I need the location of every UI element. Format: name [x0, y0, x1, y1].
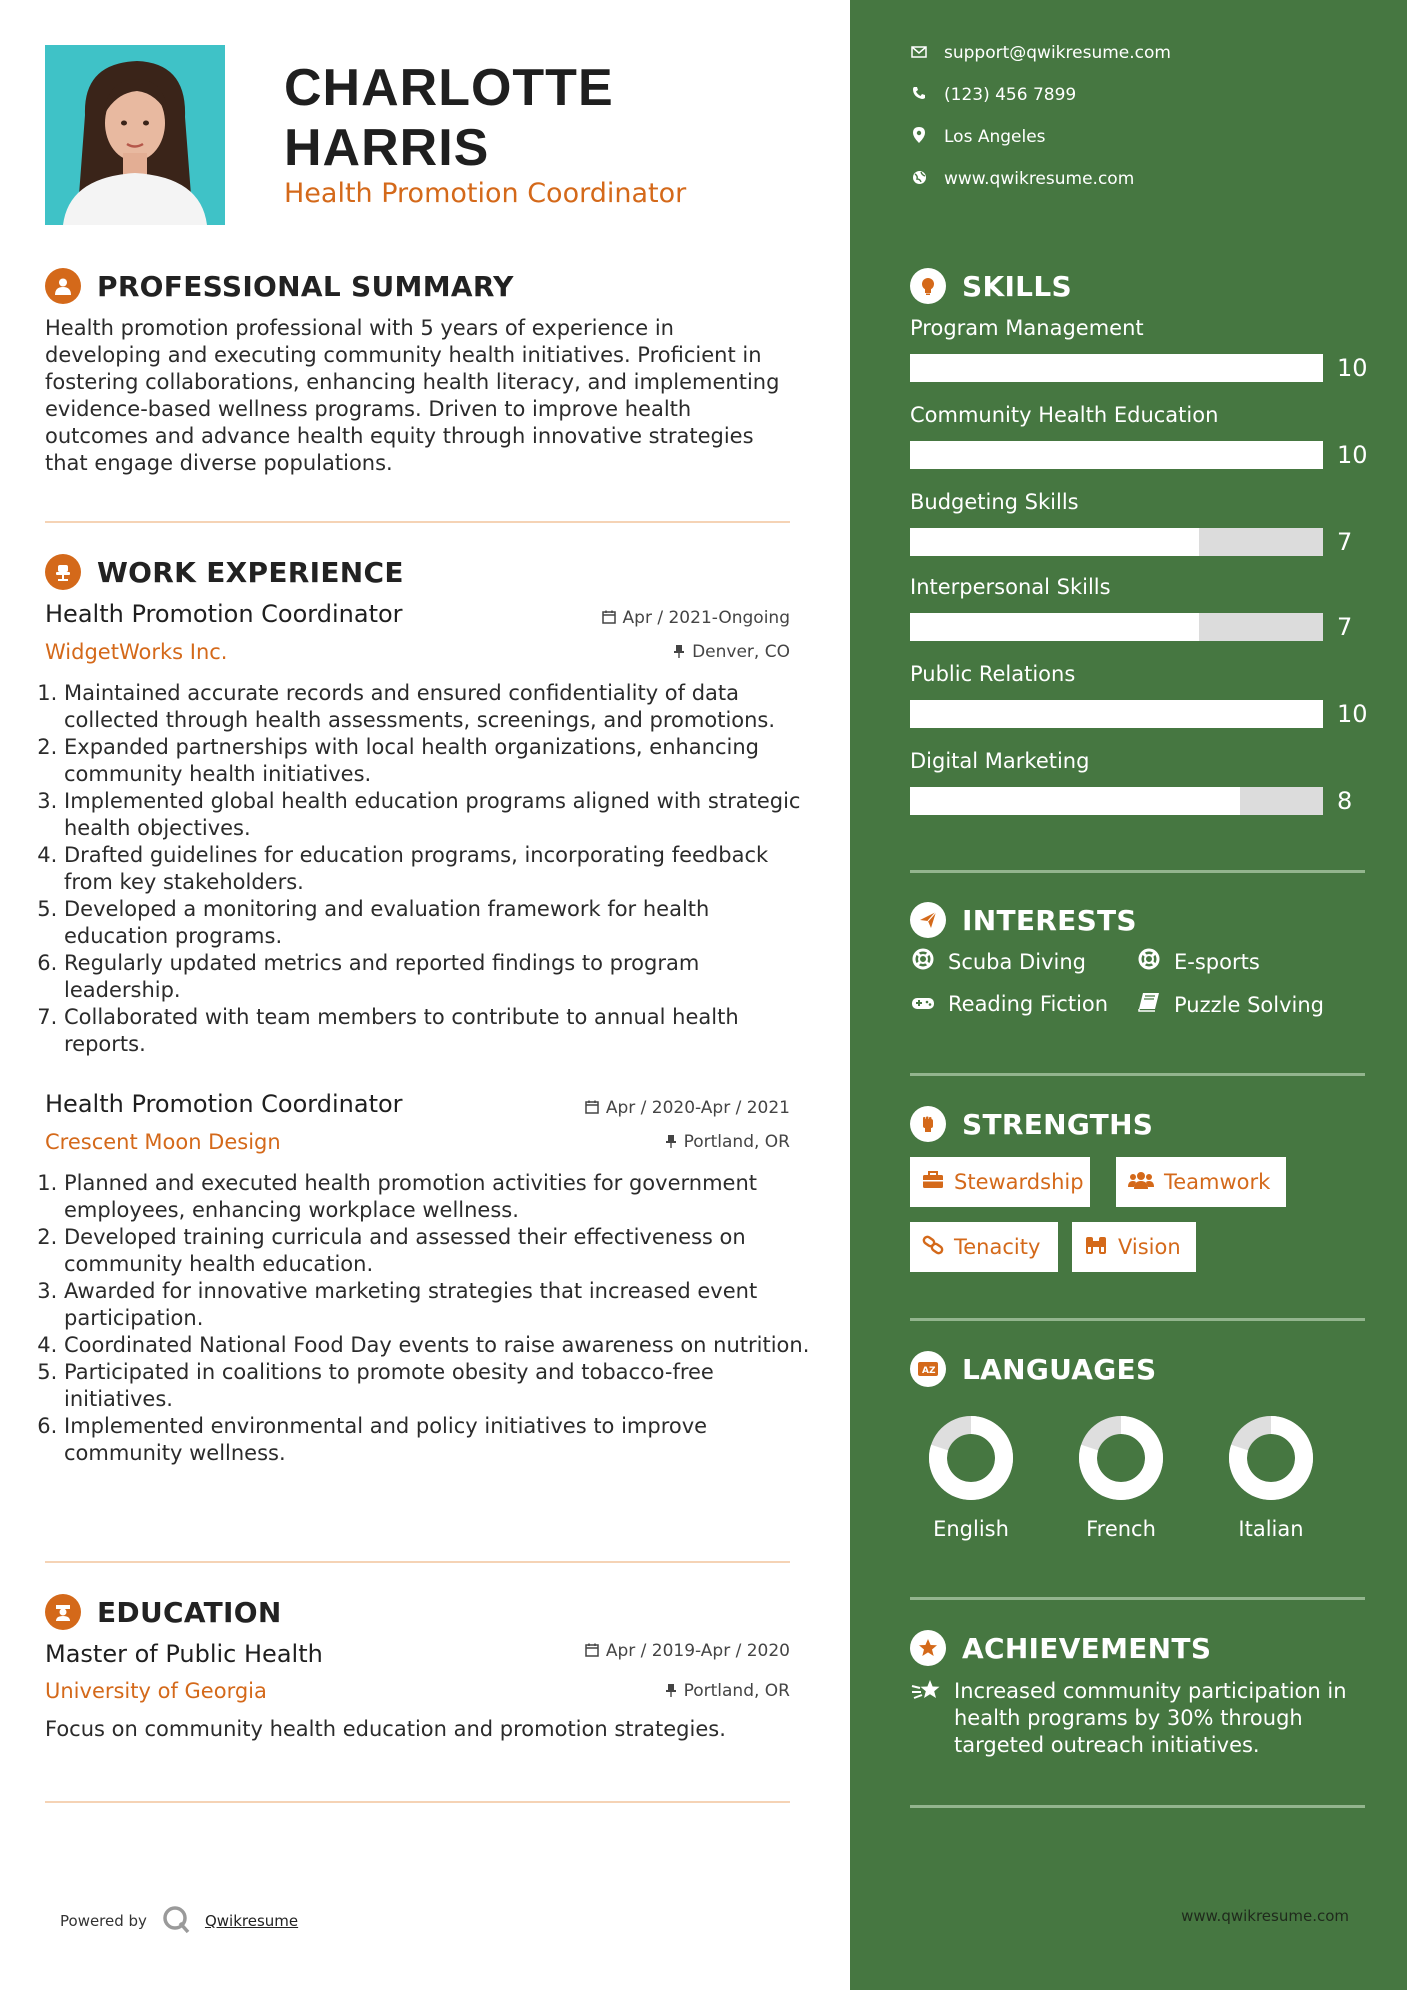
- skill-value: 10: [1337, 700, 1368, 728]
- skill-bar: [910, 613, 1323, 641]
- svg-text:A: A: [922, 1366, 929, 1376]
- skill-label: Community Health Education: [910, 403, 1219, 427]
- job-dates: [585, 1098, 790, 1118]
- strength-label: Stewardship: [954, 1170, 1084, 1194]
- lightbulb-icon: [910, 268, 946, 304]
- section-divider: [45, 521, 790, 523]
- list-item: 6. Implemented environmental and policy initiatives to improve community wellness.: [64, 1413, 816, 1467]
- skill-bar: [910, 354, 1323, 382]
- contact-website[interactable]: [910, 169, 1134, 189]
- section-divider: [910, 870, 1365, 873]
- skill-bar-fill: [910, 528, 1199, 556]
- skill-value: 8: [1337, 787, 1353, 815]
- skill-label: Digital Marketing: [910, 749, 1090, 773]
- skill-value: 7: [1337, 613, 1353, 641]
- section-divider: [910, 1073, 1365, 1076]
- list-item: 1. Planned and executed health promotion activities for government employees, enhancing workplace wellness.: [64, 1170, 816, 1224]
- language-ring: [906, 1410, 1036, 1510]
- strength-chip: [910, 1157, 1090, 1207]
- candidate-name: [284, 58, 614, 178]
- language-donut: [1206, 1410, 1336, 1506]
- achievement-text: Increased community participation in health programs by 30% through targeted outreach initiatives.: [954, 1679, 1347, 1757]
- phone-icon: [910, 86, 928, 104]
- section-divider: [45, 1561, 790, 1563]
- strength-label: Teamwork: [1164, 1170, 1271, 1194]
- skill-value: 10: [1337, 354, 1368, 382]
- paper-plane-icon: [910, 902, 946, 938]
- list-item: 5. Developed a monitoring and evaluation framework for health education programs.: [64, 896, 816, 950]
- list-item: 2. Expanded partnerships with local health organizations, enhancing community health initiatives.: [64, 734, 816, 788]
- summary-title: PROFESSIONAL SUMMARY: [97, 269, 514, 303]
- lifebuoy-icon: [910, 948, 936, 975]
- education-dates-text: Apr / 2019-Apr / 2020: [605, 1641, 790, 1661]
- strengths-heading: [910, 1106, 1153, 1142]
- list-item: 5. Participated in coalitions to promote obesity and tobacco-free initiatives.: [64, 1359, 816, 1413]
- skill-bar: [910, 528, 1323, 556]
- job-duties-list: [38, 1170, 816, 1467]
- skill-bar: [910, 700, 1323, 728]
- contact-email[interactable]: [910, 43, 1171, 63]
- interest-label: Puzzle Solving: [1174, 992, 1324, 1017]
- education-heading: [45, 1594, 282, 1630]
- degree-title: Master of Public Health: [45, 1640, 323, 1668]
- fist-icon: [910, 1106, 946, 1142]
- section-divider: [910, 1318, 1365, 1321]
- contact-location: [910, 127, 1046, 147]
- footer-url[interactable]: www.qwikresume.com: [1181, 1907, 1349, 1925]
- language-label: Italian: [1238, 1517, 1304, 1541]
- skill-label: Public Relations: [910, 662, 1076, 686]
- interest-label: Reading Fiction: [948, 992, 1109, 1016]
- language-donut: [1056, 1410, 1186, 1506]
- job-location: [673, 642, 790, 662]
- job-company: Crescent Moon Design: [45, 1130, 281, 1154]
- calendar-icon: [585, 1099, 599, 1118]
- skill-bar: [910, 787, 1323, 815]
- qwikresume-link[interactable]: Qwikresume: [204, 1912, 299, 1930]
- candidate-role: Health Promotion Coordinator: [284, 178, 687, 209]
- interest-item: [1136, 948, 1260, 975]
- language-label: French: [1086, 1517, 1156, 1541]
- skill-value: 10: [1337, 441, 1368, 469]
- job-location-text: Portland, OR: [683, 1132, 790, 1152]
- interest-item: [1136, 992, 1324, 1017]
- powered-by: [60, 1904, 298, 1938]
- job-title: Health Promotion Coordinator: [45, 600, 403, 628]
- interest-label: E-sports: [1174, 949, 1260, 974]
- strength-chip: [1072, 1222, 1196, 1272]
- skill-bar-fill: [910, 441, 1323, 469]
- summary-text: Health promotion professional with 5 years of experience in developing and executing community health initiatives. Proficient in fostering collaborations, enhancing health literacy, and implementing evidence-based wellness programs. Driven to improve health outcomes and advance health equity through innovative strategies that engage diverse populations.: [45, 316, 780, 475]
- skills-title: SKILLS: [962, 269, 1072, 303]
- strengths-title: STRENGTHS: [962, 1107, 1154, 1141]
- strength-chip: [910, 1222, 1058, 1272]
- list-item: 3. Awarded for innovative marketing strategies that increased event participation.: [64, 1278, 816, 1332]
- email-text: support@qwikresume.com: [944, 43, 1171, 63]
- skill-label: Budgeting Skills: [910, 490, 1079, 514]
- pin-icon: [673, 643, 685, 662]
- qwikresume-logo-icon: [161, 1904, 191, 1938]
- list-item: 2. Developed training curricula and assessed their effectiveness on community health education.: [64, 1224, 816, 1278]
- languages-heading: [910, 1351, 1156, 1387]
- interest-item: [910, 992, 1108, 1016]
- skill-bar-fill: [910, 613, 1199, 641]
- list-item: 1. Maintained accurate records and ensured confidentiality of data collected through health assessments, screenings, and promotions.: [64, 680, 816, 734]
- calendar-icon: [602, 609, 616, 628]
- section-divider: [45, 1801, 790, 1803]
- job-location: [665, 1132, 790, 1152]
- language-ring: [1206, 1410, 1336, 1510]
- location-text: Los Angeles: [944, 127, 1046, 147]
- list-item: 4. Coordinated National Food Day events to raise awareness on nutrition.: [64, 1332, 816, 1359]
- strength-label: Tenacity: [954, 1235, 1041, 1259]
- star-badge-icon: [910, 1630, 946, 1666]
- user-icon: [45, 268, 81, 304]
- first-name: CHARLOTTE: [284, 59, 614, 117]
- map-marker-icon: [910, 127, 928, 147]
- job-company: WidgetWorks Inc.: [45, 640, 228, 664]
- language-icon: [910, 1351, 946, 1387]
- svg-text:Z: Z: [929, 1366, 936, 1376]
- interests-title: INTERESTS: [962, 903, 1137, 937]
- achievements-title: ACHIEVEMENTS: [962, 1631, 1212, 1665]
- skills-heading: [910, 268, 1072, 304]
- language-donut: [906, 1410, 1036, 1506]
- skill-bar: [910, 441, 1323, 469]
- pin-icon: [665, 1133, 677, 1152]
- book-icon: [1136, 992, 1162, 1017]
- envelope-icon: [910, 44, 928, 62]
- job-location-text: Denver, CO: [692, 642, 790, 662]
- binoculars-icon: [1084, 1235, 1108, 1260]
- job-duties-list: [38, 680, 816, 1058]
- languages-title: LANGUAGES: [962, 1352, 1157, 1386]
- strength-chip: [1116, 1157, 1286, 1207]
- achievements-heading: [910, 1630, 1211, 1666]
- education-dates: [585, 1641, 790, 1661]
- pin-icon: [665, 1682, 677, 1701]
- list-item: 4. Drafted guidelines for education programs, incorporating feedback from key stakeholders.: [64, 842, 816, 896]
- job-dates-text: Apr / 2021-Ongoing: [622, 608, 790, 628]
- skill-bar-fill: [910, 700, 1323, 728]
- shooting-star-icon: [910, 1678, 942, 1759]
- phone-text: (123) 456 7899: [944, 85, 1077, 105]
- section-divider: [910, 1597, 1365, 1600]
- interest-label: Scuba Diving: [948, 949, 1086, 974]
- education-location: [665, 1681, 790, 1701]
- list-item: 3. Implemented global health education programs aligned with strategic health objectives.: [64, 788, 816, 842]
- last-name: HARRIS: [284, 119, 490, 177]
- profile-photo: [45, 45, 225, 225]
- skill-label: Interpersonal Skills: [910, 575, 1111, 599]
- lifebuoy-icon: [1136, 948, 1162, 975]
- powered-by-label: Powered by: [60, 1912, 147, 1930]
- contact-phone[interactable]: [910, 85, 1076, 105]
- list-item: 7. Collaborated with team members to contribute to annual health reports.: [64, 1004, 816, 1058]
- globe-icon: [910, 170, 928, 189]
- interests-heading: [910, 902, 1137, 938]
- job-dates: [602, 608, 790, 628]
- achievement-item: [910, 1678, 1365, 1759]
- education-description: Focus on community health education and promotion strategies.: [45, 1717, 726, 1741]
- school-name: University of Georgia: [45, 1679, 267, 1703]
- briefcase-icon: [922, 1170, 944, 1194]
- language-label: English: [933, 1517, 1009, 1541]
- interest-item: [910, 948, 1086, 975]
- users-icon: [1128, 1170, 1154, 1194]
- skill-label: Program Management: [910, 316, 1144, 340]
- job-dates-text: Apr / 2020-Apr / 2021: [605, 1098, 790, 1118]
- section-divider: [910, 1805, 1365, 1808]
- summary-heading: [45, 268, 514, 304]
- skill-value: 7: [1337, 528, 1353, 556]
- skill-bar-fill: [910, 787, 1240, 815]
- gamepad-icon: [910, 992, 936, 1016]
- skill-bar-fill: [910, 354, 1323, 382]
- calendar-icon: [585, 1642, 599, 1661]
- language-ring: [1056, 1410, 1186, 1510]
- list-item: 6. Regularly updated metrics and reported findings to program leadership.: [64, 950, 816, 1004]
- graduate-icon: [45, 1594, 81, 1630]
- experience-heading: [45, 554, 404, 590]
- briefcase-chair-icon: [45, 554, 81, 590]
- website-text: www.qwikresume.com: [944, 169, 1135, 189]
- link-icon: [922, 1235, 944, 1260]
- education-title: EDUCATION: [97, 1595, 282, 1629]
- education-location-text: Portland, OR: [683, 1681, 790, 1701]
- strength-label: Vision: [1118, 1235, 1181, 1259]
- job-title: Health Promotion Coordinator: [45, 1090, 403, 1118]
- experience-title: WORK EXPERIENCE: [97, 555, 404, 589]
